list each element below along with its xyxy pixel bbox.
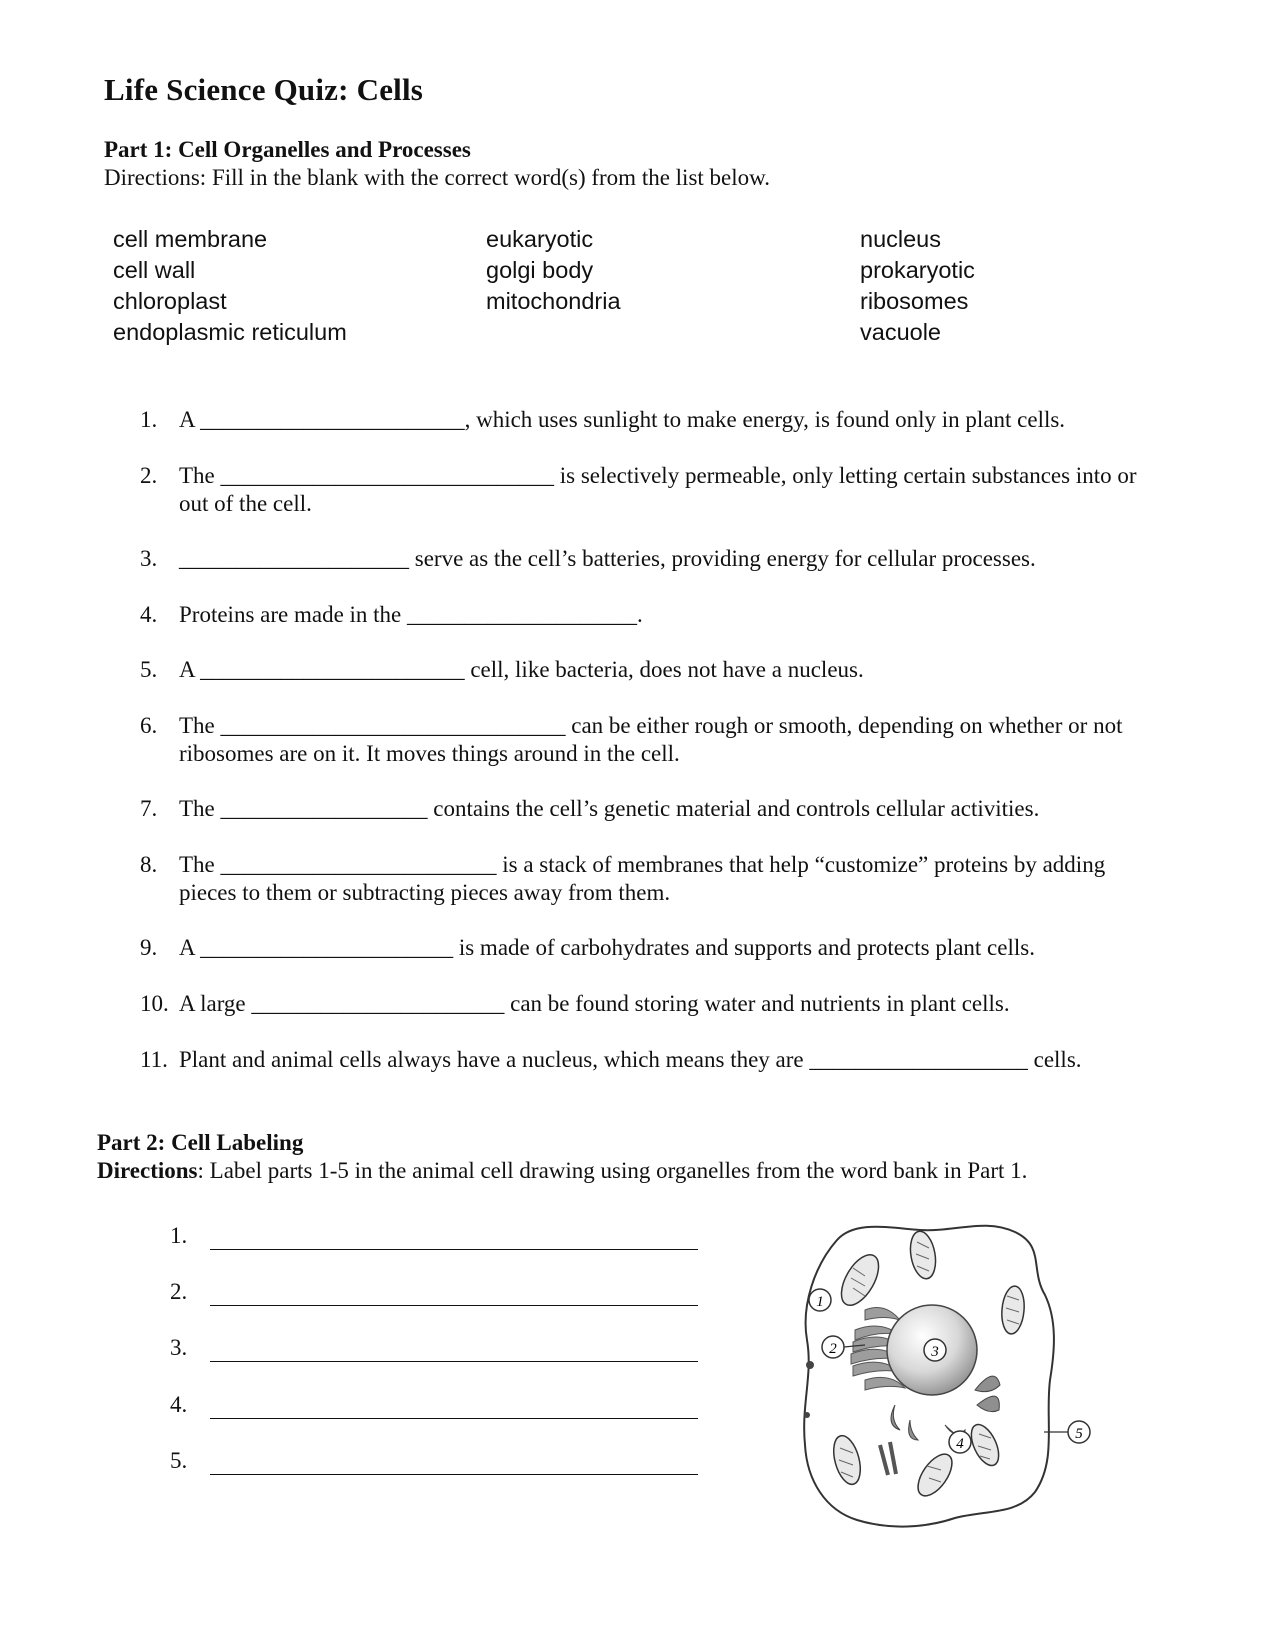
- label-number: 5.: [170, 1448, 188, 1473]
- callout-3-number: 3: [931, 1344, 939, 1360]
- granule: [806, 1361, 814, 1369]
- question-number: 1.: [140, 407, 158, 432]
- callout-5: [1044, 1421, 1090, 1443]
- word-bank-item: golgi body: [486, 257, 594, 283]
- label-answer-2: [170, 1279, 700, 1311]
- word-bank-item: mitochondria: [486, 288, 621, 314]
- question-text: The __________________ contains the cell’s genetic material and controls cellular activities.: [179, 796, 1040, 821]
- question-text: Plant and animal cells always have a nucleus, which means they are ___________________ cells.: [179, 1047, 1082, 1072]
- callout-1-number: 1: [816, 1294, 824, 1310]
- part1-directions: Directions: Fill in the blank with the correct word(s) from the list below.: [104, 165, 771, 190]
- answer-line[interactable]: [210, 1418, 698, 1419]
- word-bank-column-1: [113, 224, 347, 348]
- question-text: A _______________________ cell, like bacteria, does not have a nucleus.: [179, 657, 864, 682]
- question-number: 11.: [140, 1047, 168, 1072]
- label-answer-5: [170, 1448, 700, 1480]
- word-bank-item: vacuole: [860, 319, 941, 345]
- word-bank-item: eukaryotic: [486, 226, 594, 252]
- word-bank-item: endoplasmic reticulum: [113, 319, 347, 345]
- answer-line[interactable]: [210, 1361, 698, 1362]
- question-text: The ______________________________ can be either rough or smooth, depending on whether or not ribosomes are on it. It moves things around in the cell.: [179, 713, 1123, 766]
- word-bank-item: cell wall: [113, 257, 196, 283]
- label-answer-4: [170, 1392, 700, 1424]
- word-bank-item: cell membrane: [113, 226, 268, 252]
- part1-heading: Part 1: Cell Organelles and Processes: [104, 137, 471, 162]
- directions-text: : Label parts 1-5 in the animal cell drawing using organelles from the word bank in Part 1.: [197, 1158, 1028, 1183]
- question-text: A ______________________ is made of carbohydrates and supports and protects plant cells.: [179, 935, 1035, 960]
- question-text: The ________________________ is a stack of membranes that help “customize” proteins by adding pieces to them or subtracting pieces away from them.: [179, 852, 1106, 905]
- centriole: [880, 1442, 896, 1475]
- question-number: 7.: [140, 796, 158, 821]
- answer-line[interactable]: [210, 1474, 698, 1475]
- page-title: Life Science Quiz: Cells: [104, 72, 424, 107]
- word-bank-column-3: [860, 224, 975, 348]
- question-text: Proteins are made in the ____________________.: [179, 602, 643, 627]
- question-number: 6.: [140, 713, 158, 738]
- word-bank-column-2: [486, 224, 621, 317]
- word-bank-item: prokaryotic: [860, 257, 975, 283]
- word-bank-item: ribosomes: [860, 288, 969, 314]
- question-number: 4.: [140, 602, 158, 627]
- answer-line[interactable]: [210, 1249, 698, 1250]
- question-text: The _____________________________ is selectively permeable, only letting certain substances into or out of the cell.: [179, 463, 1137, 516]
- callout-5-number: 5: [1075, 1426, 1083, 1442]
- word-bank: [113, 224, 1213, 354]
- callout-4-number: 4: [956, 1436, 964, 1452]
- answer-line[interactable]: [210, 1305, 698, 1306]
- animal-cell-diagram: [795, 1210, 1095, 1540]
- question-number: 10.: [140, 991, 169, 1016]
- question-text: A large ______________________ can be found storing water and nutrients in plant cells.: [179, 991, 1010, 1016]
- label-number: 3.: [170, 1335, 188, 1360]
- label-number: 2.: [170, 1279, 188, 1304]
- word-bank-item: chloroplast: [113, 288, 227, 314]
- callout-1: [809, 1289, 831, 1311]
- label-answer-1: [170, 1223, 700, 1255]
- question-number: 2.: [140, 463, 158, 488]
- question-text: ____________________ serve as the cell’s batteries, providing energy for cellular processes.: [179, 546, 1036, 571]
- label-number: 1.: [170, 1223, 188, 1248]
- label-number: 4.: [170, 1392, 188, 1417]
- question-text: A _______________________, which uses sunlight to make energy, is found only in plant cells.: [179, 407, 1066, 432]
- granule: [804, 1412, 810, 1418]
- question-number: 8.: [140, 852, 158, 877]
- label-answer-3: [170, 1335, 700, 1367]
- question-number: 3.: [140, 546, 158, 571]
- question-number: 9.: [140, 935, 158, 960]
- question-number: 5.: [140, 657, 158, 682]
- part2-directions: [97, 1158, 1027, 1184]
- callout-3: [924, 1339, 946, 1361]
- callout-2-number: 2: [829, 1341, 837, 1357]
- part2-heading: Part 2: Cell Labeling: [97, 1130, 304, 1155]
- word-bank-item: nucleus: [860, 226, 941, 252]
- callout-4: [949, 1431, 971, 1453]
- directions-label: Directions: [97, 1158, 198, 1183]
